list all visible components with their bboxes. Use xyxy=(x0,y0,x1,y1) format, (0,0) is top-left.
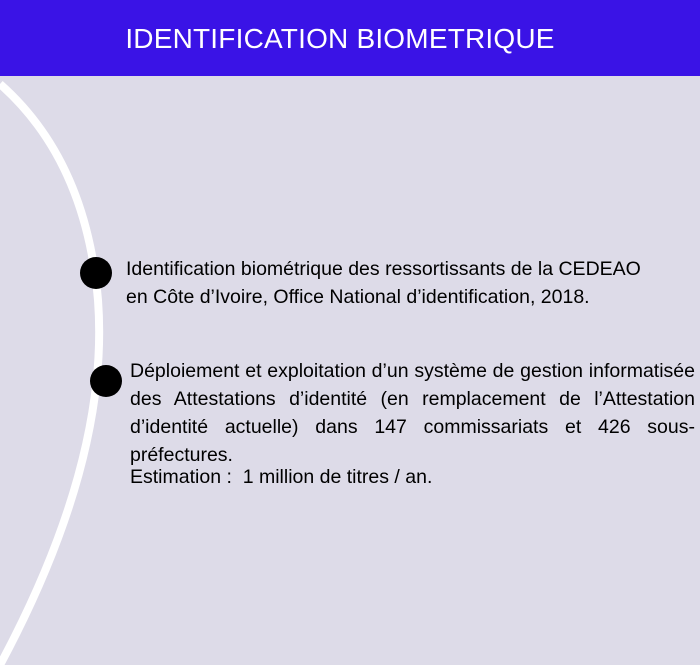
bullet-icon xyxy=(80,257,112,289)
estimation-text: Estimation : 1 million de titres / an. xyxy=(130,466,433,488)
list-item: Déploiement et exploitation d’un système de gestion informatisée des Attestations d’identité (en remplacement de l’Attestation d’identité actuelle) dans 147 commissariats et 426 sous-préfectures. xyxy=(130,360,695,466)
list-item: Identification biométrique des ressortissants de la CEDEAO en Côte d’Ivoire, Office National d’identification, 2018. xyxy=(126,258,641,308)
bullet-icon xyxy=(90,365,122,397)
page-title: IDENTIFICATION BIOMETRIQUE xyxy=(125,23,555,54)
